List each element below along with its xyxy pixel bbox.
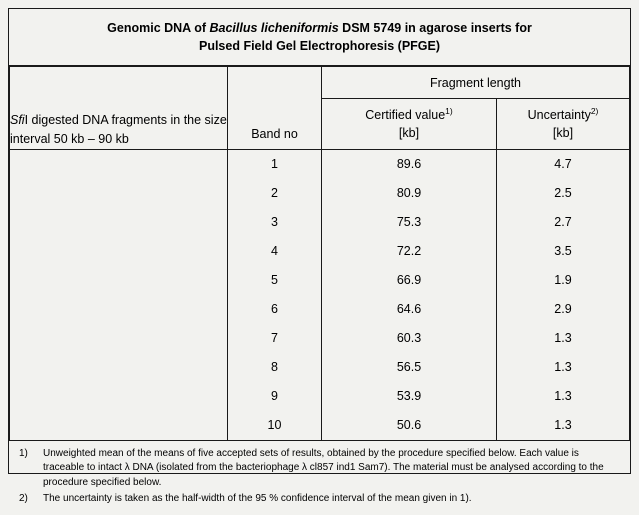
footnotes-block bbox=[9, 441, 630, 515]
cell-band-no: 9 bbox=[228, 382, 322, 411]
cell-certified-value: 89.6 bbox=[322, 150, 497, 179]
row-spacer-cell bbox=[10, 411, 228, 441]
table-body bbox=[9, 150, 630, 441]
cell-band-no: 8 bbox=[228, 353, 322, 382]
cell-band-no: 1 bbox=[228, 150, 322, 179]
cell-uncertainty: 1.9 bbox=[497, 266, 630, 295]
table-header bbox=[9, 66, 630, 150]
row-spacer-cell bbox=[10, 150, 228, 179]
table-header-row-group bbox=[10, 67, 630, 99]
cell-certified-value: 50.6 bbox=[322, 411, 497, 441]
cell-certified-value: 64.6 bbox=[322, 295, 497, 324]
page-title bbox=[9, 9, 630, 66]
cell-band-no: 4 bbox=[228, 237, 322, 266]
row-spacer-cell bbox=[10, 208, 228, 237]
cell-certified-value: 53.9 bbox=[322, 382, 497, 411]
table-row bbox=[10, 324, 630, 353]
description-cell bbox=[10, 67, 228, 150]
cell-band-no: 5 bbox=[228, 266, 322, 295]
band-no-header bbox=[228, 67, 322, 150]
table-body-wrap bbox=[9, 150, 630, 441]
certified-value-unit: [kb] bbox=[398, 126, 420, 141]
table-row bbox=[10, 150, 630, 179]
cell-uncertainty: 3.5 bbox=[497, 237, 630, 266]
table-row bbox=[10, 208, 630, 237]
table-row bbox=[10, 353, 630, 382]
uncertainty-header bbox=[497, 99, 630, 150]
description-text bbox=[10, 67, 227, 149]
cell-band-no: 10 bbox=[228, 411, 322, 441]
cell-band-no: 2 bbox=[228, 179, 322, 208]
footnote-marker: 2) bbox=[19, 493, 28, 505]
certified-value-header bbox=[322, 99, 497, 150]
table-row bbox=[10, 411, 630, 441]
title-line-2: Pulsed Field Gel Electrophoresis (PFGE) bbox=[198, 39, 441, 54]
footnote-text: Unweighted mean of the means of five accepted sets of results, obtained by the procedure specified below. Each value is traceable to intact λ DNA (isolated from the bacteriophage λ cl857 ind1 Sam7). The material must be analysed according to the procedure specified below. bbox=[43, 447, 604, 488]
uncertainty-unit: [kb] bbox=[552, 126, 574, 141]
cell-uncertainty: 4.7 bbox=[497, 150, 630, 179]
title-species-name: Bacillus licheniformis bbox=[209, 21, 339, 35]
description-rest: I digested DNA fragments in the size interval 50 kb – 90 kb bbox=[10, 113, 227, 146]
cell-uncertainty: 2.5 bbox=[497, 179, 630, 208]
cell-uncertainty: 1.3 bbox=[497, 382, 630, 411]
title-line-1 bbox=[37, 19, 602, 37]
row-spacer-cell bbox=[10, 295, 228, 324]
row-spacer-cell bbox=[10, 382, 228, 411]
uncertainty-footnote-ref: 2) bbox=[590, 105, 599, 116]
cell-uncertainty: 1.3 bbox=[497, 411, 630, 441]
cell-certified-value: 80.9 bbox=[322, 179, 497, 208]
row-spacer-cell bbox=[10, 324, 228, 353]
cell-uncertainty: 1.3 bbox=[497, 353, 630, 382]
certified-value-footnote-ref: 1) bbox=[445, 105, 453, 116]
table-row bbox=[10, 295, 630, 324]
cell-uncertainty: 2.7 bbox=[497, 208, 630, 237]
enzyme-name: Sfi bbox=[10, 113, 25, 128]
certificate-table-card bbox=[8, 8, 631, 505]
cell-uncertainty: 1.3 bbox=[497, 324, 630, 353]
footnote-item bbox=[19, 447, 620, 491]
cell-certified-value: 75.3 bbox=[322, 208, 497, 237]
cell-band-no: 3 bbox=[228, 208, 322, 237]
cell-certified-value: 72.2 bbox=[322, 237, 497, 266]
footnote-item bbox=[19, 492, 620, 507]
uncertainty-label: Uncertainty bbox=[527, 107, 591, 122]
cell-certified-value: 60.3 bbox=[322, 324, 497, 353]
row-spacer-cell bbox=[10, 237, 228, 266]
title-line-1-suffix: DSM 5749 in agarose inserts for bbox=[338, 21, 532, 35]
table-row bbox=[10, 179, 630, 208]
table-row bbox=[10, 237, 630, 266]
row-spacer-cell bbox=[10, 266, 228, 295]
row-spacer-cell bbox=[10, 353, 228, 382]
cell-band-no: 7 bbox=[228, 324, 322, 353]
fragment-length-header: Fragment length bbox=[322, 67, 630, 99]
cell-uncertainty: 2.9 bbox=[497, 295, 630, 324]
footnote-text: The uncertainty is taken as the half-width of the 95 % confidence interval of the mean given in 1). bbox=[43, 493, 472, 505]
row-spacer-cell bbox=[10, 179, 228, 208]
footnote-marker: 1) bbox=[19, 447, 28, 459]
band-no-label: Band no bbox=[251, 127, 298, 141]
cell-certified-value: 56.5 bbox=[322, 353, 497, 382]
title-line-1-prefix: Genomic DNA of bbox=[107, 21, 210, 35]
cell-certified-value: 66.9 bbox=[322, 266, 497, 295]
cell-band-no: 6 bbox=[228, 295, 322, 324]
table-body-rows bbox=[10, 150, 630, 441]
table-row bbox=[10, 382, 630, 411]
certified-value-label: Certified value bbox=[365, 107, 446, 122]
table-row bbox=[10, 266, 630, 295]
